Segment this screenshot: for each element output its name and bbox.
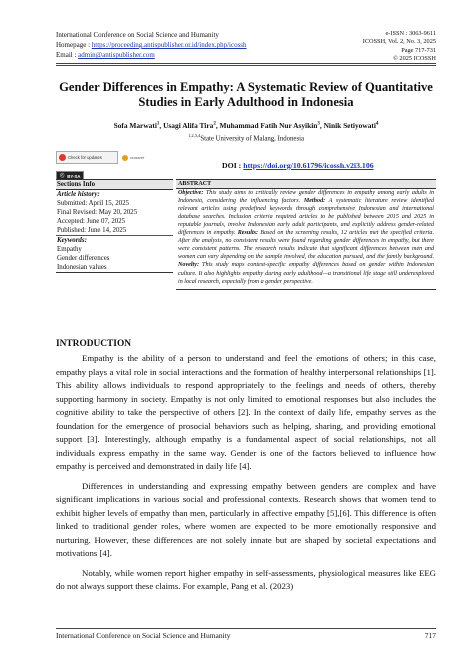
cc-license-label: BY-SA: [67, 173, 81, 179]
title-line-2: Studies in Early Adulthood in Indonesia: [138, 95, 354, 109]
header-rule-double: [56, 65, 436, 66]
title-line-1: Gender Differences in Empathy: A Systematic Review of Quantitative: [59, 80, 433, 94]
journal-header-right: [363, 30, 436, 63]
volume-info: ICOSSH, Vol. 2, No. 3, 2025: [362, 38, 436, 46]
footer-conference: International Conference on Social Science and Humanity: [56, 631, 231, 640]
article-history-label: Article history:: [57, 191, 100, 198]
doi-link[interactable]: https://doi.org/10.61796/icossh.v2i3.106: [243, 161, 374, 170]
header-rule: [56, 63, 436, 64]
crossref-badge[interactable]: [122, 155, 144, 161]
email-link[interactable]: admin@antispublisher.com: [78, 51, 155, 59]
keywords-label: Keywords:: [56, 235, 173, 245]
author-name: Sofa Marwati: [113, 121, 157, 130]
homepage-label: Homepage :: [56, 41, 91, 49]
doi-line: [222, 161, 374, 170]
author-list: Sofa Marwati$^1$, Usagi Alifa Tira$^2$, Muhammad Fatih Nur Asyikin$^3$, Ninik Setiyowati$^4$: [113, 121, 379, 130]
footer-rule: [56, 628, 436, 629]
page-range: Page 717-731: [401, 46, 436, 54]
author-sup: 1: [156, 121, 160, 127]
novelty-text: This study maps context-specific empathy differences based on gender within Indonesian culture. It also highlights empathy during early adulthood—a transitional life stage still underexplored in local research, especially from a gender perspective.: [178, 262, 434, 285]
homepage-line: [56, 40, 247, 50]
badge-area: [56, 151, 151, 182]
results-label: Results:: [237, 230, 259, 237]
paragraph: Differences in understanding and expressing empathy between genders are complex and have significant implications in various social and professional contexts. Research shows that women tend to exhibit higher levels of empathy than men, particularly in affective empathy [5],[6]. This difference is often linked to traditional gender roles, where women are expected to be more emotionally responsive and nurturing. However, these differences are not solely innate but are shaped by societal expectations and motivations [4].: [56, 480, 436, 558]
author-sup: 4: [375, 121, 379, 127]
affiliation-text: State University of Malang, Indonesia: [200, 135, 304, 143]
affiliation-sup: 1,2,3,4: [187, 133, 201, 138]
abstract-body: [176, 189, 436, 290]
author-sup: 2: [213, 121, 216, 127]
eissn: e-ISSN : 3063-9611: [385, 30, 436, 37]
journal-header-left: [56, 30, 247, 60]
paragraph: Empathy is the ability of a person to understand and feel the emotions of others; in this case, empathy plays a vital role in social interactions and the formation of healthy interpersonal relationships [1]. This ability allows individuals to respond appropriately to the feelings and needs of others, thereby supporting harmony in society. Empathy is not only limited to emotional responses but also includes the cognitive ability to take the perspective of others [2]. In the context of daily life, empathy serves as the foundation for the emergence of prosocial behaviors such as helping, sharing, and providing emotional support [3]. Interestingly, although empathy is a fundamental aspect of social relationships, not all individuals express empathy in the same way. Gender is one of the factors believed to influence how empathy is perceived and demonstrated in daily life [4].: [56, 353, 436, 471]
sections-info-heading: Sections Info: [56, 179, 173, 190]
author-sup: 3: [317, 121, 320, 127]
page-number: 717: [424, 631, 436, 640]
conference-name: International Conference on Social Science and Humanity: [56, 31, 219, 39]
paper-title: [56, 80, 436, 110]
crossref-icon: [122, 155, 128, 161]
novelty-label: Novelty:: [178, 262, 199, 269]
accepted-date: Accepted: June 07, 2025: [57, 218, 126, 225]
method-text: A systematic literature review identified relevant articles using predefined keywords through comprehensive Indonesian and international database searches. Inclusion criteria required articles to be published between 2015 and 2025 in reputable journals, involve Indonesian early adult participants, and explicitly address gender-related differences in empathy.: [178, 198, 435, 237]
keyword-item: Empathy: [57, 246, 82, 253]
copyright: © 2025 ICOSSH: [393, 54, 436, 62]
final-revised-date: Final Revised: May 20, 2025: [57, 209, 138, 216]
abstract-panel: [176, 179, 436, 290]
published-date: Published: June 14, 2025: [57, 227, 127, 234]
keyword-item: Gender differences: [57, 255, 110, 262]
introduction-body: [56, 352, 436, 594]
author-name: Muhammad Fatih Nur Asyikin: [219, 121, 318, 130]
homepage-link[interactable]: https://proceeding.antispublisher.or.id/index.php/icossh: [91, 41, 247, 49]
objective-text: This study aims to critically review gender differences in empathy among early adults in Indonesia, considering the influencing factors.: [178, 190, 434, 205]
sections-info-panel: [56, 179, 173, 273]
results-text: Based on the screening results, 12 articles met the specified criteria. After the analysis, no consistent results were found regarding gender differences in empathy, but there were consistent patterns. The research results indicate that significant differences between men and women can vary depending on the sample involved, the education pursued, and the family background.: [178, 230, 434, 261]
author-name: Ninik Setiyowati: [323, 121, 376, 130]
crossref-label: crossref: [130, 155, 145, 160]
update-check-icon: [59, 154, 66, 161]
doi-label: DOI :: [222, 161, 242, 170]
check-updates-label: Check for updates: [68, 155, 102, 160]
abstract-heading: ABSTRACT: [176, 179, 436, 189]
objective-label: Objective:: [178, 190, 204, 197]
paragraph: Notably, while women report higher empathy in self-assessments, physiological measures like EEG do not always support these claims. For example, Pang et al. (2023): [56, 567, 436, 591]
cc-icon: ⓒ: [60, 173, 65, 178]
introduction-heading: INTRODUCTION: [56, 339, 132, 349]
affiliation: [56, 133, 436, 142]
badge-row: [56, 151, 151, 164]
submitted-date: Submitted: April 15, 2025: [57, 200, 129, 207]
keyword-item: Indonesian values: [56, 263, 173, 273]
email-label: Email :: [56, 51, 77, 59]
email-line: [56, 50, 247, 60]
check-for-updates-badge[interactable]: [56, 151, 118, 164]
author-name: Usagi Alifa Tira: [163, 121, 214, 130]
method-label: Method:: [303, 198, 326, 205]
